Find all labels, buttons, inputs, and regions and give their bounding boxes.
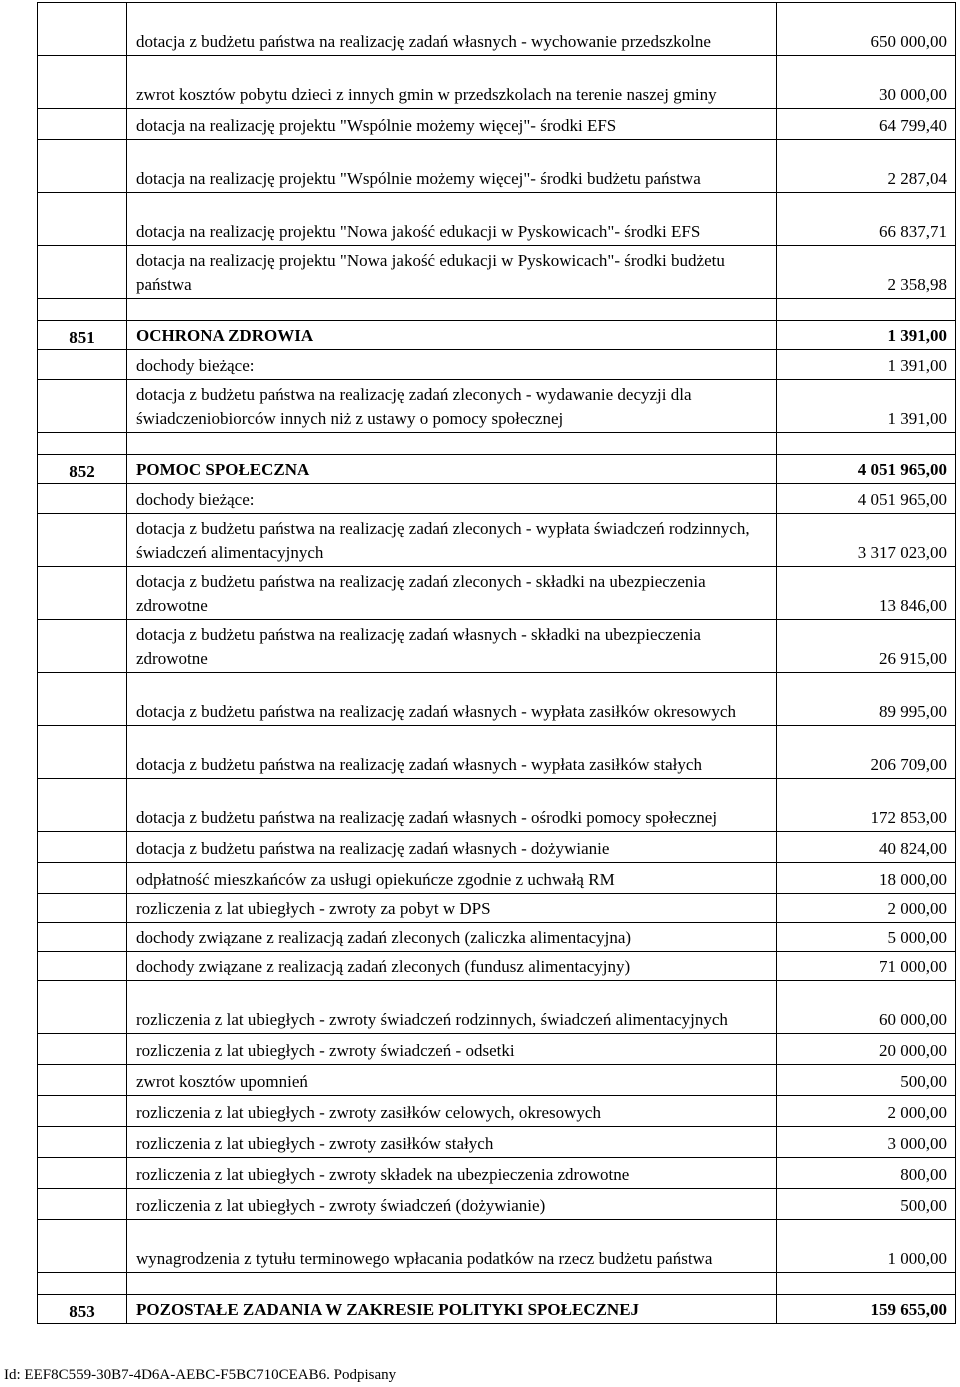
section-code (38, 1127, 127, 1158)
spacer-row (38, 433, 956, 455)
row-description: dotacja z budżetu państwa na realizację zadań zleconych - składki na ubezpieczenia zdrowotne (136, 572, 706, 615)
section-code (38, 923, 127, 952)
table-row (38, 56, 956, 109)
row-amount: 2 000,00 (777, 894, 956, 923)
row-amount: 30 000,00 (777, 56, 956, 109)
row-amount: 2 000,00 (777, 1096, 956, 1127)
row-amount: 4 051 965,00 (777, 455, 956, 484)
section-row (38, 455, 956, 484)
row-description-cell (127, 455, 777, 484)
table-row (38, 1127, 956, 1158)
row-description-cell (127, 981, 777, 1034)
row-amount: 1 391,00 (777, 380, 956, 433)
row-description: dotacja z budżetu państwa na realizację zadań zleconych - wydawanie decyzji dla świadczeniobiorców innych niż z ustawy o pomocy społecznej (136, 385, 692, 428)
row-amount: 3 317 023,00 (777, 514, 956, 567)
row-description: dotacja z budżetu państwa na realizację zadań własnych - ośrodki pomocy społecznej (136, 807, 718, 827)
row-description-cell (127, 514, 777, 567)
section-code (38, 863, 127, 894)
row-amount: 4 051 965,00 (777, 484, 956, 514)
row-description: wynagrodzenia z tytułu terminowego wpłacania podatków na rzecz budżetu państwa (136, 1248, 713, 1268)
row-amount: 1 000,00 (777, 1220, 956, 1273)
section-code: 851 (38, 321, 127, 350)
row-description: rozliczenia z lat ubiegłych - zwroty świadczeń (dożywianie) (136, 1195, 546, 1215)
section-row (38, 321, 956, 350)
row-description: POMOC SPOŁECZNA (136, 459, 310, 479)
section-code (38, 56, 127, 109)
table-row (38, 1065, 956, 1096)
row-description-cell (127, 140, 777, 193)
row-description-cell (127, 1096, 777, 1127)
row-description-cell (127, 620, 777, 673)
table-row (38, 246, 956, 299)
section-code (38, 673, 127, 726)
table-row (38, 863, 956, 894)
row-amount: 60 000,00 (777, 981, 956, 1034)
row-description-cell (127, 863, 777, 894)
section-code (38, 433, 127, 455)
row-description-cell (127, 1220, 777, 1273)
row-amount: 66 837,71 (777, 193, 956, 246)
row-amount: 2 358,98 (777, 246, 956, 299)
row-description-cell (127, 952, 777, 981)
section-code (38, 726, 127, 779)
row-amount: 2 287,04 (777, 140, 956, 193)
section-code (38, 1065, 127, 1096)
table-row (38, 923, 956, 952)
table-row (38, 1034, 956, 1065)
section-code (38, 140, 127, 193)
table-row (38, 514, 956, 567)
spacer-row (38, 299, 956, 321)
row-amount: 40 824,00 (777, 832, 956, 863)
row-amount: 500,00 (777, 1189, 956, 1220)
section-code (38, 1034, 127, 1065)
row-amount: 3 000,00 (777, 1127, 956, 1158)
row-amount: 89 995,00 (777, 673, 956, 726)
row-description: dotacja na realizację projektu "Nowa jakość edukacji w Pyskowicach"- środki budżetu państwa (136, 251, 725, 294)
row-description: dotacja z budżetu państwa na realizację zadań zleconych - wypłata świadczeń rodzinnych, świadczeń alimentacyjnych (136, 519, 750, 562)
row-description: dotacja z budżetu państwa na realizację zadań własnych - składki na ubezpieczenia zdrowotne (136, 625, 701, 668)
row-description-cell (127, 246, 777, 299)
row-description-cell (127, 726, 777, 779)
row-amount: 26 915,00 (777, 620, 956, 673)
table-row (38, 1189, 956, 1220)
row-description: odpłatność mieszkańców za usługi opiekuńcze zgodnie z uchwałą RM (136, 869, 615, 889)
section-code (38, 380, 127, 433)
table-row (38, 350, 956, 380)
table-row (38, 1096, 956, 1127)
spacer-row (38, 1273, 956, 1295)
row-description: rozliczenia z lat ubiegłych - zwroty składek na ubezpieczenia zdrowotne (136, 1164, 630, 1184)
section-code (38, 620, 127, 673)
section-code (38, 484, 127, 514)
section-code (38, 779, 127, 832)
section-code (38, 246, 127, 299)
row-description: dochody związane z realizacją zadań zleconych (fundusz alimentacyjny) (136, 956, 631, 976)
row-description-cell (127, 433, 777, 455)
section-code (38, 3, 127, 56)
section-code (38, 109, 127, 140)
row-description: OCHRONA ZDROWIA (136, 325, 314, 345)
row-amount: 1 391,00 (777, 350, 956, 380)
row-description-cell (127, 484, 777, 514)
table-row (38, 952, 956, 981)
row-description-cell (127, 673, 777, 726)
row-description-cell (127, 1189, 777, 1220)
row-description: dotacja na realizację projektu "Nowa jakość edukacji w Pyskowicach"- środki EFS (136, 221, 701, 241)
row-description: dochody związane z realizacją zadań zleconych (zaliczka alimentacyjna) (136, 927, 632, 947)
row-description: dotacja na realizację projektu "Wspólnie możemy więcej"- środki budżetu państwa (136, 168, 701, 188)
table-row (38, 140, 956, 193)
table-row (38, 380, 956, 433)
row-description-cell (127, 56, 777, 109)
row-description-cell (127, 832, 777, 863)
section-code (38, 1273, 127, 1295)
table-row (38, 567, 956, 620)
table-row (38, 779, 956, 832)
row-description: dotacja z budżetu państwa na realizację zadań własnych - wypłata zasiłków okresowych (136, 701, 736, 721)
row-amount: 71 000,00 (777, 952, 956, 981)
table-row (38, 832, 956, 863)
row-description-cell (127, 1158, 777, 1189)
row-description-cell (127, 350, 777, 380)
row-description-cell (127, 1273, 777, 1295)
row-amount: 64 799,40 (777, 109, 956, 140)
row-description-cell (127, 923, 777, 952)
row-amount: 20 000,00 (777, 1034, 956, 1065)
row-amount: 13 846,00 (777, 567, 956, 620)
row-description-cell (127, 321, 777, 350)
row-description-cell (127, 193, 777, 246)
row-description: dotacja z budżetu państwa na realizację zadań własnych - dożywianie (136, 838, 610, 858)
row-description-cell (127, 380, 777, 433)
table-row (38, 673, 956, 726)
table-row (38, 981, 956, 1034)
table-row (38, 3, 956, 56)
row-description-cell (127, 1034, 777, 1065)
row-amount: 159 655,00 (777, 1295, 956, 1324)
row-description: dochody bieżące: (136, 355, 255, 375)
row-description: POZOSTAŁE ZADANIA W ZAKRESIE POLITYKI SPOŁECZNEJ (136, 1299, 640, 1319)
row-description: dochody bieżące: (136, 489, 255, 509)
row-amount: 5 000,00 (777, 923, 956, 952)
row-description-cell (127, 1295, 777, 1324)
row-amount (777, 299, 956, 321)
row-amount: 172 853,00 (777, 779, 956, 832)
row-description: zwrot kosztów upomnień (136, 1071, 308, 1091)
section-code: 852 (38, 455, 127, 484)
row-description: rozliczenia z lat ubiegłych - zwroty zasiłków stałych (136, 1133, 494, 1153)
section-code (38, 981, 127, 1034)
row-amount: 800,00 (777, 1158, 956, 1189)
table-row (38, 726, 956, 779)
row-description: rozliczenia z lat ubiegłych - zwroty za pobyt w DPS (136, 898, 491, 918)
row-amount: 1 391,00 (777, 321, 956, 350)
row-description-cell (127, 3, 777, 56)
row-description-cell (127, 109, 777, 140)
row-amount: 650 000,00 (777, 3, 956, 56)
section-code (38, 193, 127, 246)
section-code (38, 567, 127, 620)
row-description: dotacja na realizację projektu "Wspólnie możemy więcej"- środki EFS (136, 115, 617, 135)
row-description-cell (127, 894, 777, 923)
table-row (38, 1158, 956, 1189)
document-id-footer: Id: EEF8C559-30B7-4D6A-AEBC-F5BC710CEAB6. Podpisany (4, 1367, 397, 1383)
section-code (38, 350, 127, 380)
row-amount (777, 1273, 956, 1295)
row-description-cell (127, 1065, 777, 1096)
section-code (38, 832, 127, 863)
row-amount: 206 709,00 (777, 726, 956, 779)
section-row (38, 1295, 956, 1324)
table-row (38, 484, 956, 514)
row-description-cell (127, 567, 777, 620)
row-description-cell (127, 299, 777, 321)
row-description: rozliczenia z lat ubiegłych - zwroty świadczeń rodzinnych, świadczeń alimentacyjnych (136, 1009, 728, 1029)
row-amount: 500,00 (777, 1065, 956, 1096)
table-row (38, 620, 956, 673)
table-row (38, 894, 956, 923)
section-code (38, 952, 127, 981)
row-description-cell (127, 1127, 777, 1158)
section-code (38, 1158, 127, 1189)
row-amount: 18 000,00 (777, 863, 956, 894)
table-row (38, 193, 956, 246)
row-description: dotacja z budżetu państwa na realizację zadań własnych - wychowanie przedszkolne (136, 31, 711, 51)
section-code: 853 (38, 1295, 127, 1324)
row-description-cell (127, 779, 777, 832)
row-description: rozliczenia z lat ubiegłych - zwroty zasiłków celowych, okresowych (136, 1102, 601, 1122)
budget-table (37, 2, 956, 1324)
table-row (38, 1220, 956, 1273)
section-code (38, 299, 127, 321)
row-amount (777, 433, 956, 455)
table-row (38, 109, 956, 140)
row-description: zwrot kosztów pobytu dzieci z innych gmin w przedszkolach na terenie naszej gminy (136, 84, 717, 104)
row-description: rozliczenia z lat ubiegłych - zwroty świadczeń - odsetki (136, 1040, 515, 1060)
section-code (38, 1189, 127, 1220)
section-code (38, 894, 127, 923)
section-code (38, 514, 127, 567)
section-code (38, 1096, 127, 1127)
row-description: dotacja z budżetu państwa na realizację zadań własnych - wypłata zasiłków stałych (136, 754, 702, 774)
section-code (38, 1220, 127, 1273)
